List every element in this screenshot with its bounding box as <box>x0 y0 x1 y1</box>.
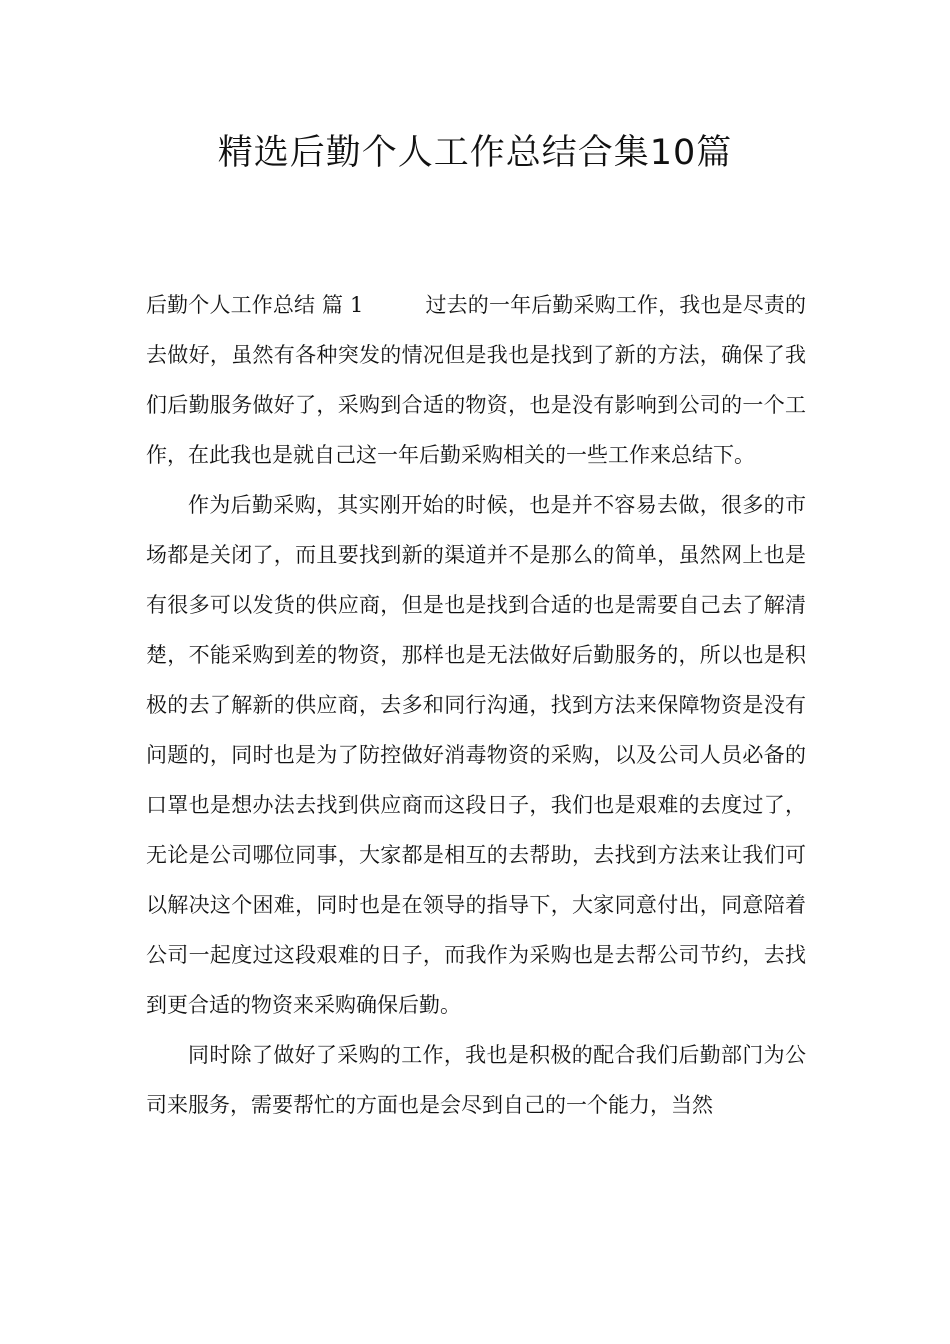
page-title: 精选后勤个人工作总结合集10篇 <box>217 133 733 173</box>
paragraph-1-text: 过去的一年后勤采购工作，我也是尽责的去做好，虽然有各种突发的情况但是我也是找到了新的方法，确保了我们后勤服务做好了，采购到合适的物资，也是没有影响到公司的一个工作，在此我也是就自己这一年后勤采购相关的一些工作来总结下。 <box>146 293 807 467</box>
document-body <box>146 280 806 1130</box>
paragraph-1 <box>146 280 806 480</box>
section-number: 篇 1 <box>322 293 364 317</box>
section-heading: 后勤个人工作总结 <box>146 293 316 317</box>
paragraph-3: 同时除了做好了采购的工作，我也是积极的配合我们后勤部门为公司来服务，需要帮忙的方面也是会尽到自己的一个能力，当然 <box>146 1043 806 1117</box>
paragraph-2: 作为后勤采购，其实刚开始的时候，也是并不容易去做，很多的市场都是关闭了，而且要找到新的渠道并不是那么的简单，虽然网上也是有很多可以发货的供应商，但是也是找到合适的也是需要自己去了解清楚，不能采购到差的物资，那样也是无法做好后勤服务的，所以也是积极的去了解新的供应商，去多和同行沟通，找到方法来保障物资是没有问题的，同时也是为了防控做好消毒物资的采购，以及公司人员必备的口罩也是想办法去找到供应商而这段日子，我们也是艰难的去度过了，无论是公司哪位同事，大家都是相互的去帮助，去找到方法来让我们可以解决这个困难，同时也是在领导的指导下，大家同意付出，同意陪着公司一起度过这段艰难的日子，而我作为采购也是去帮公司节约，去找到更合适的物资来采购确保后勤。 <box>146 493 806 1017</box>
